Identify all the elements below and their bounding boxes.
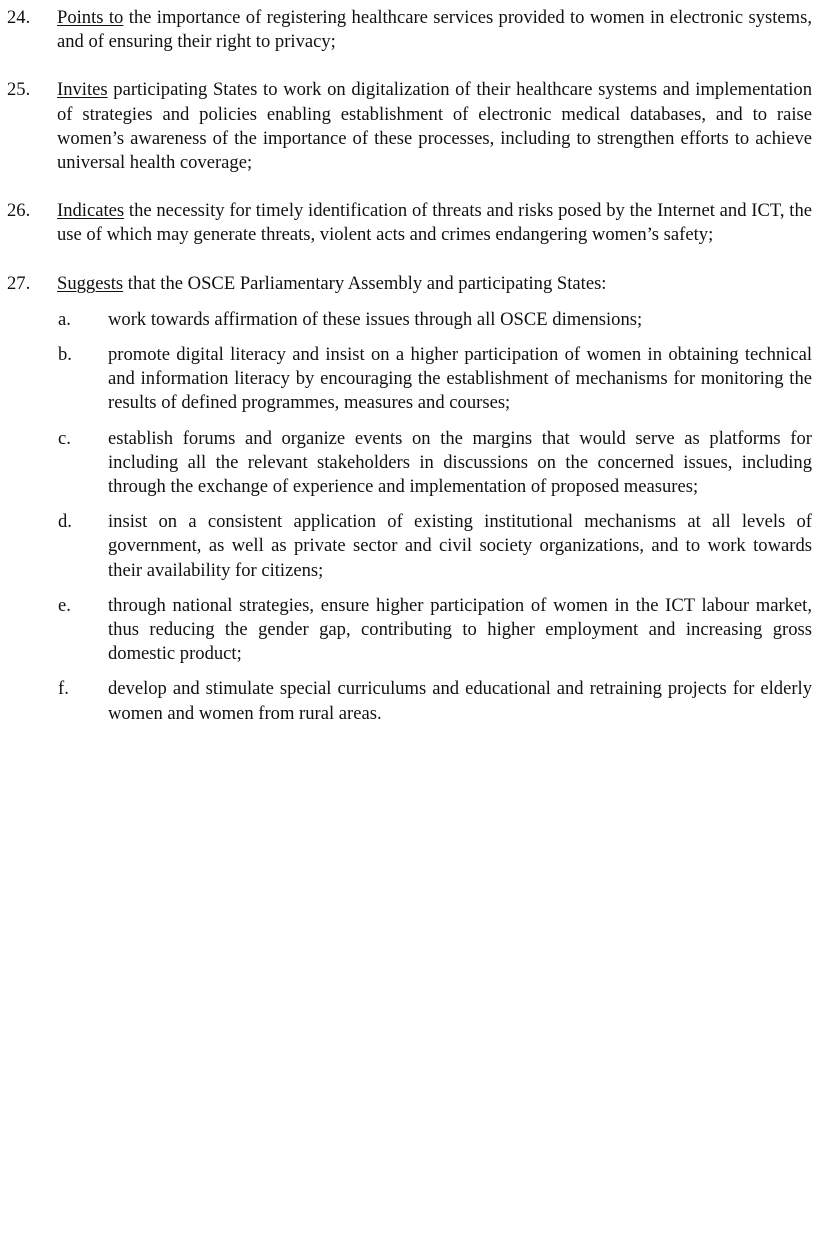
paragraph-text: the importance of registering healthcare services provided to women in electronic systems, and of ensuring their right to privacy;: [57, 7, 812, 53]
subitem-letter: d.: [58, 511, 72, 533]
paragraph-keyword: Invites: [57, 79, 108, 101]
subitem-letter: c.: [58, 427, 71, 449]
paragraph-number: 24.: [7, 7, 31, 28]
paragraph-number: 26.: [7, 200, 31, 222]
paragraph-text: participating States to work on digitalization of their healthcare systems and implementation of strategies and policies enabling establishment of electronic medical databases, and to raise women’s awareness of the importance of these processes, including to strengthen efforts to achieve universal health coverage;: [57, 79, 812, 174]
subitem-f: [0, 677, 819, 725]
subitem-text: promote digital literacy and insist on a higher participation of women in obtaining technical and information literacy by encouraging the establishment of mechanisms for monitoring the results of defined programmes, measures and courses;: [108, 344, 812, 414]
subitem-text: through national strategies, ensure higher participation of women in the ICT labour market, thus reducing the gender gap, contributing to higher employment and increasing gross domestic product;: [108, 594, 812, 665]
subitem-c: [0, 427, 819, 500]
subitem-letter: a.: [58, 308, 71, 330]
subitem-text: work towards affirmation of these issues through all OSCE dimensions;: [108, 308, 643, 330]
paragraph-text: the necessity for timely identification of threats and risks posed by the Internet and ICT, the use of which may generate threats, violent acts and crimes endangering women’s safety;: [57, 200, 812, 246]
paragraph-keyword: Indicates: [57, 200, 125, 222]
subitem-letter: e.: [58, 594, 71, 616]
paragraph-25: [0, 78, 819, 175]
subitem-text: insist on a consistent application of existing institutional mechanisms at all levels of government, as well as private sector and civil society organizations, and to work towards their availability for citizens;: [108, 511, 812, 581]
paragraph-24: [0, 6, 819, 54]
paragraph-text: that the OSCE Parliamentary Assembly and participating States:: [123, 272, 607, 294]
paragraph-26: [0, 199, 819, 247]
subitem-text: establish forums and organize events on the margins that would serve as platforms for including all the relevant stakeholders in discussions on the concerned issues, including through the exchange of experience and implementation of proposed measures;: [108, 427, 812, 498]
paragraph-27: [0, 272, 819, 296]
paragraph-number: 25.: [7, 79, 31, 101]
subitem-text: develop and stimulate special curriculums and educational and retraining projects for elderly women and women from rural areas.: [108, 678, 812, 724]
subitem-letter: f.: [58, 678, 69, 700]
paragraph-number: 27.: [7, 272, 31, 294]
paragraph-keyword: Suggests: [57, 272, 124, 294]
subitem-b: [0, 343, 819, 416]
subitem-d: [0, 510, 819, 583]
subitem-letter: b.: [58, 344, 72, 366]
paragraph-keyword: Points to: [57, 7, 124, 28]
subitem-e: [0, 594, 819, 667]
subitem-a: [0, 308, 819, 332]
document-page: [0, 6, 819, 726]
